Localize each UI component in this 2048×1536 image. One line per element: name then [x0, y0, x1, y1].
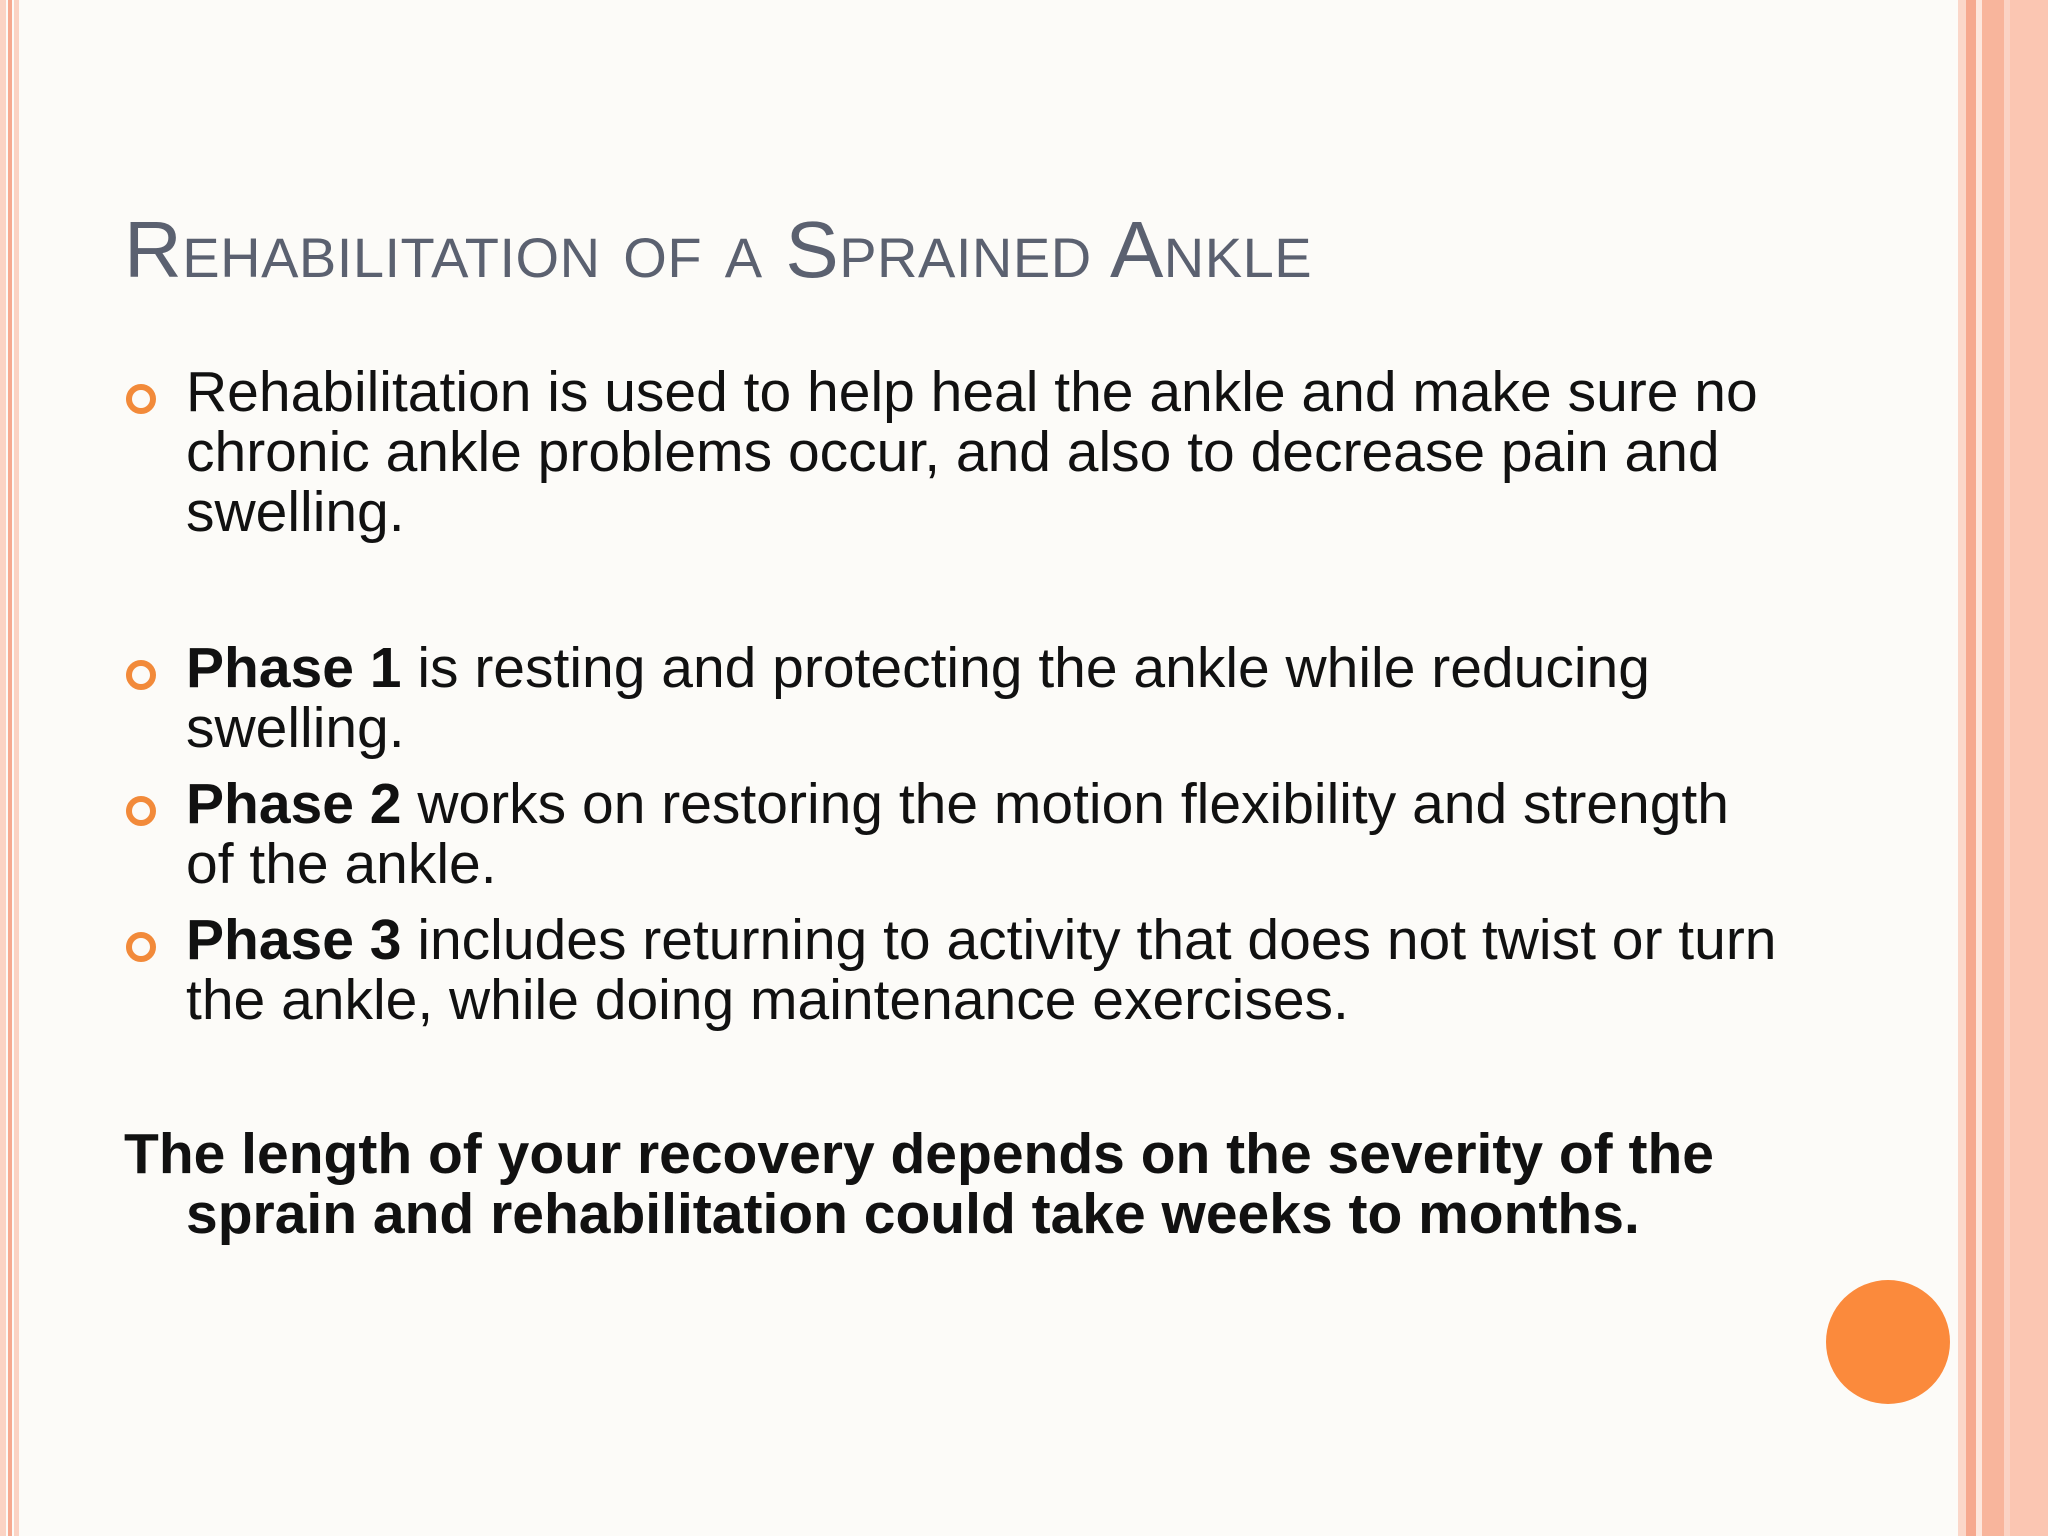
- bullet-circle-icon: [126, 384, 156, 414]
- bullet-list: [124, 362, 1784, 1030]
- bullet-circle-icon: [126, 796, 156, 826]
- bullet-text: is resting and protecting the ankle while reducing swelling.: [186, 636, 1650, 760]
- left-border-stripe: [0, 0, 6, 1536]
- bullet-item: [124, 362, 1784, 542]
- left-border-stripe: [8, 0, 12, 1536]
- decorative-orange-circle: [1826, 1280, 1950, 1404]
- right-border-band: [1982, 0, 2004, 1536]
- right-border-band: [2010, 0, 2048, 1536]
- right-border-band: [1958, 0, 1966, 1536]
- bullet-item: [124, 638, 1784, 758]
- bullet-text: works on restoring the motion flexibility and strength of the ankle.: [186, 772, 1729, 896]
- left-border-stripe: [14, 0, 19, 1536]
- bullet-item: [124, 910, 1784, 1030]
- slide-title: Rehabilitation of a Sprained Ankle: [124, 205, 1313, 294]
- right-border-band: [1966, 0, 1976, 1536]
- bullet-item: [124, 774, 1784, 894]
- bullet-phase-label: Phase 3: [186, 908, 402, 972]
- bullet-circle-icon: [126, 932, 156, 962]
- bullet-text: includes returning to activity that does not twist or turn the ankle, while doing maintenance exercises.: [186, 908, 1777, 1032]
- bullet-phase-label: Phase 2: [186, 772, 402, 836]
- bullet-circle-icon: [126, 660, 156, 690]
- bullet-phase-label: Phase 1: [186, 636, 402, 700]
- closing-statement: The length of your recovery depends on the severity of the sprain and rehabilitation could take weeks to months.: [124, 1122, 1714, 1246]
- bullet-text: Rehabilitation is used to help heal the ankle and make sure no chronic ankle problems occur, and also to decrease pain and swelling.: [186, 360, 1758, 544]
